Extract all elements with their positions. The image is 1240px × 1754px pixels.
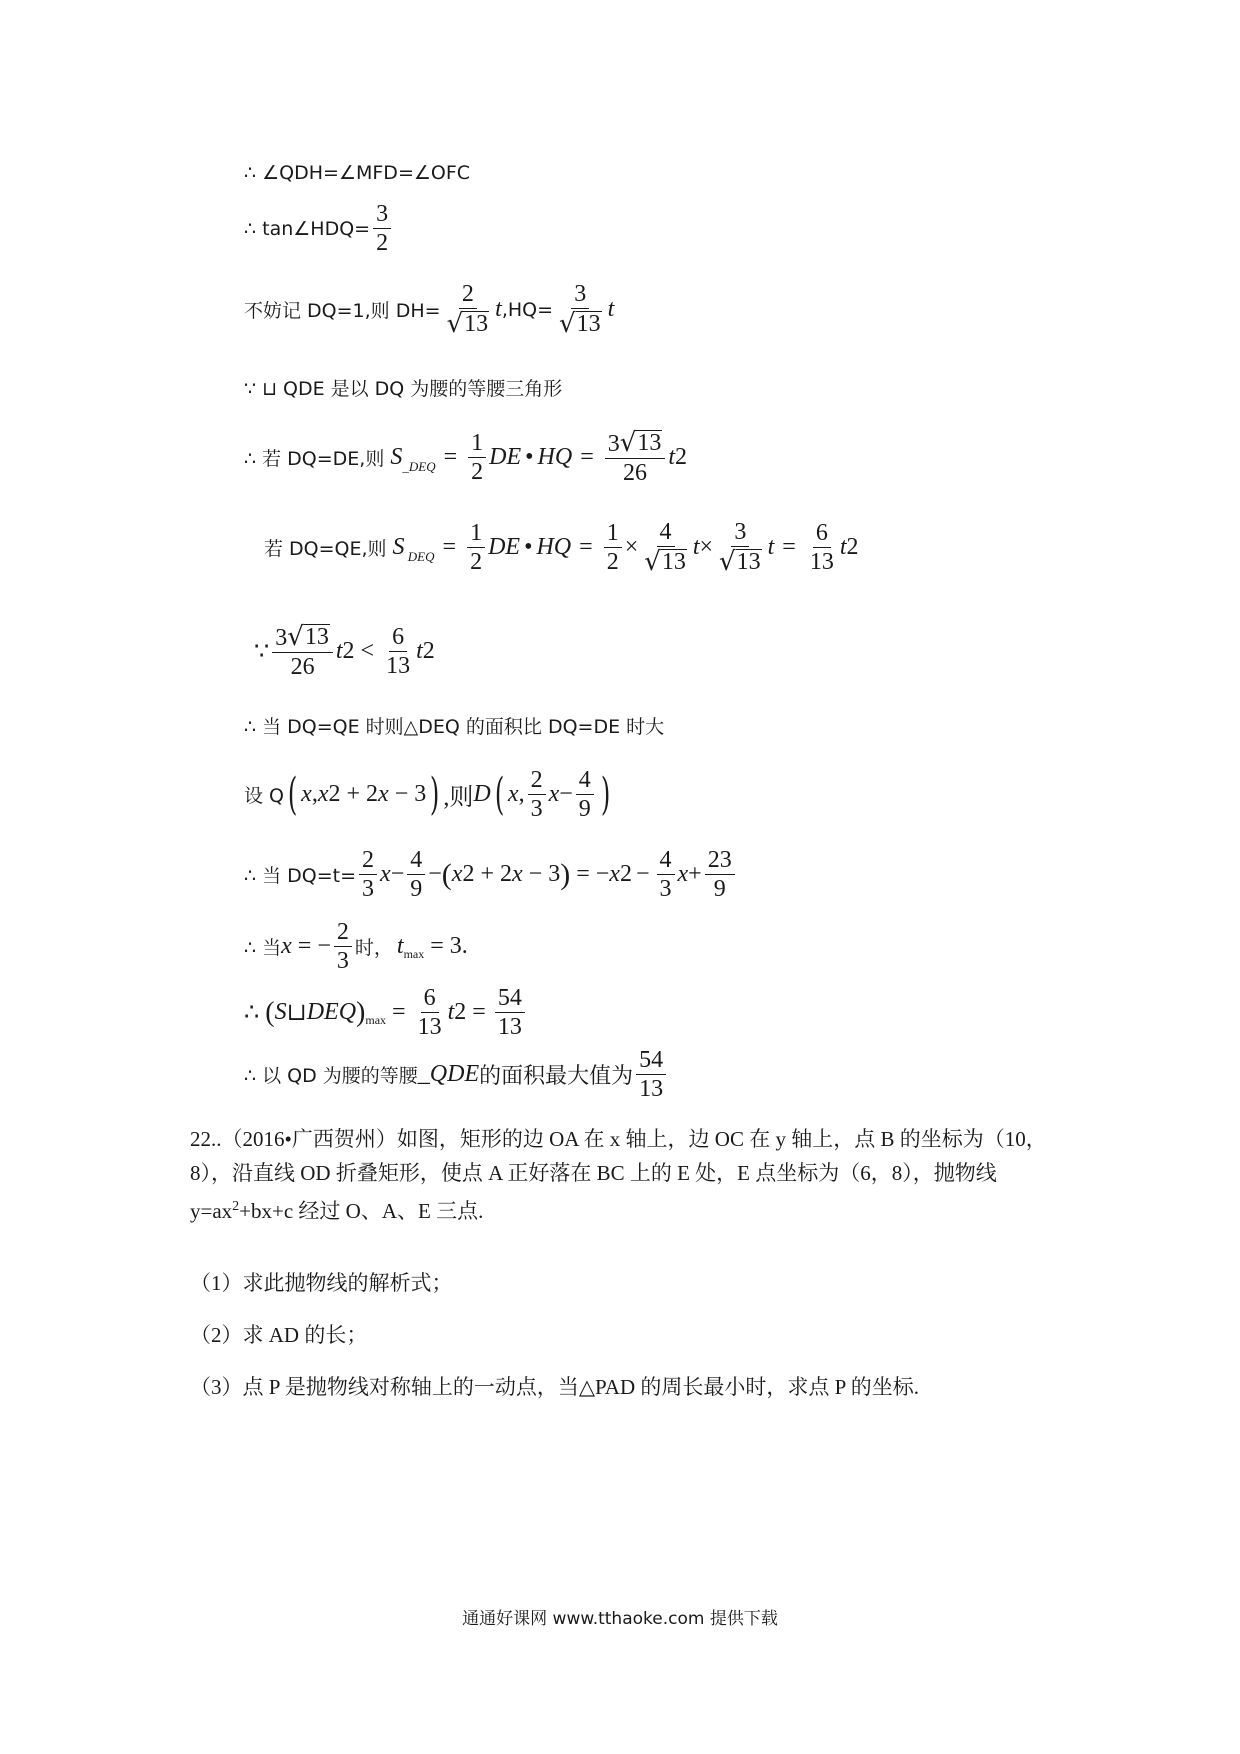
solution-line-3: 不妨记 DQ=1,则 DH= 2 √ 13 t ,HQ= 3 √ 13 t bbox=[244, 281, 615, 340]
solution-line-7: ∵ 3 √ 13 26 t 2 < $\frac{6}{13}$ t 2 bbox=[254, 622, 435, 681]
solution-line-8: ∴ 当 DQ=QE 时则△DEQ 的面积比 DQ=DE 时大 bbox=[244, 716, 665, 738]
fraction: $\frac{3}{2}$ bbox=[373, 202, 391, 255]
solution-line-2: ∴ tan∠HDQ= $\frac{3}{2}$ bbox=[244, 202, 394, 255]
question-part-3: （3）点 P 是抛物线对称轴上的一动点，当△PAD 的周长最小时，求点 P 的坐标. bbox=[190, 1375, 920, 1399]
question-part-2: （2）求 AD 的长； bbox=[190, 1323, 368, 1347]
question-part-1: （1）求此抛物线的解析式； bbox=[190, 1271, 453, 1295]
solution-line-11: ∴ 当 x = − $\frac{2}{3}$ 时， t $_{max}$ = 3. bbox=[244, 919, 468, 974]
solution-line-9: 设 Q ( x , x 2 + 2 x − 3 ) ,则 D ( x , $\frac{2}{3}$ x − $\frac{4}{9}$ ) bbox=[244, 767, 611, 822]
solution-line-5: ∴ 若 DQ=DE,则 S $_{\_DEQ}$ = $\frac{1}{2}$ DE • HQ = 3 √ 13 26 t 2 bbox=[244, 428, 687, 487]
solution-line-10: ∴ 当 DQ=t= $\frac{2}{3}$ x − $\frac{4}{9}$ − ( x 2 + 2 x − 3 ) = − x 2 − $\frac{4}{3}$ x + $\frac{23}{9}$ bbox=[244, 848, 738, 901]
fraction: 2 √ 13 bbox=[446, 281, 489, 340]
solution-line-6: 若 DQ=QE,则 S $_{DEQ}$ = $\frac{1}{2}$ DE • HQ = $\frac{1}{2}$ × 4 √ 13 t × 3 √ 13 t = $\frac{6}{13}$ t 2 bbox=[264, 519, 859, 578]
solution-line-4: ∵ ⊔ QDE 是以 DQ 为腰的等腰三角形 bbox=[244, 378, 563, 400]
page-footer: 通通好课网 www.tthaoke.com 提供下载 bbox=[462, 1609, 778, 1629]
solution-line-1: ∴ ∠QDH=∠MFD=∠OFC bbox=[244, 162, 471, 184]
solution-line-13: ∴ 以 QD 为腰的等腰 _QDE 的面积最大值为 $\frac{54}{13}$ bbox=[244, 1048, 669, 1101]
fraction: 3 √ 13 bbox=[559, 281, 601, 340]
question-22: 22..（2016•广西贺州）如图，矩形的边 OA 在 x 轴上，边 OC 在 y 轴上，点 B 的坐标为（10，8），沿直线 OD 折叠矩形，使点 A 正好落在 BC 上的 E 处，E 点坐标为（6，8），抛物线 $y=ax^2+bx+c$ 经过 O、A、E 三点. bbox=[190, 1127, 1047, 1223]
solution-line-12: ∴ ( S ⊔ DEQ ) $_{max}$ = $\frac{6}{13}$ t 2 = $\frac{54}{13}$ bbox=[244, 986, 528, 1039]
